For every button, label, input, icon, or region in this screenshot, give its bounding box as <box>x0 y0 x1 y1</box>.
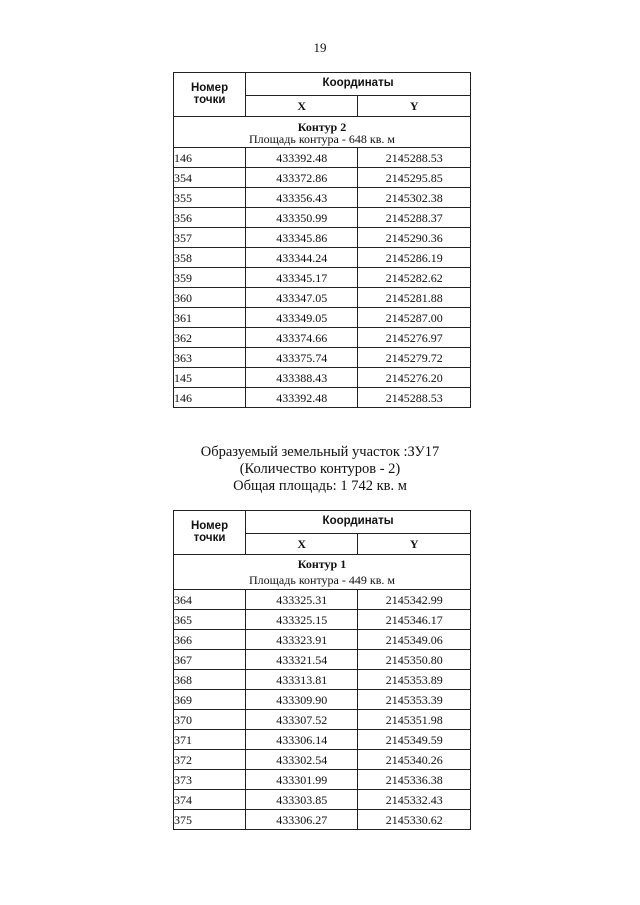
point-number-cell: 362 <box>174 328 246 348</box>
point-number-cell: 367 <box>174 650 246 670</box>
contour-count: (Количество контуров - 2) <box>239 461 401 477</box>
table-row <box>174 368 471 388</box>
y-coordinate-cell: 2145353.39 <box>358 690 471 710</box>
table-row <box>174 348 471 368</box>
x-coordinate-cell: 433345.17 <box>246 268 358 288</box>
point-number-cell: 358 <box>174 248 246 268</box>
table-row <box>174 790 471 810</box>
table-row <box>174 288 471 308</box>
y-coordinate-cell: 2145336.38 <box>358 770 471 790</box>
x-coordinate-cell: 433375.74 <box>246 348 358 368</box>
x-coordinate-cell: 433321.54 <box>246 650 358 670</box>
point-number-cell: 356 <box>174 208 246 228</box>
table-row <box>174 710 471 730</box>
table-row <box>174 650 471 670</box>
table-row <box>174 610 471 630</box>
y-coordinate-cell: 2145288.53 <box>358 148 471 168</box>
point-number-cell: 370 <box>174 710 246 730</box>
y-coordinate-cell: 2145350.80 <box>358 650 471 670</box>
table-row <box>174 730 471 750</box>
table-row <box>174 690 471 710</box>
header-coordinates: Координаты <box>246 73 471 96</box>
table-row <box>174 228 471 248</box>
x-coordinate-cell: 433347.05 <box>246 288 358 308</box>
header-x: X <box>246 534 358 555</box>
contour-header <box>174 117 471 148</box>
point-number-cell: 375 <box>174 810 246 830</box>
x-coordinate-cell: 433325.31 <box>246 590 358 610</box>
y-coordinate-cell: 2145342.99 <box>358 590 471 610</box>
x-coordinate-cell: 433307.52 <box>246 710 358 730</box>
table-row <box>174 148 471 168</box>
y-coordinate-cell: 2145279.72 <box>358 348 471 368</box>
table-row <box>174 328 471 348</box>
x-coordinate-cell: 433350.99 <box>246 208 358 228</box>
x-coordinate-cell: 433392.48 <box>246 148 358 168</box>
y-coordinate-cell: 2145302.38 <box>358 188 471 208</box>
point-number-cell: 146 <box>174 388 246 408</box>
y-coordinate-cell: 2145287.00 <box>358 308 471 328</box>
x-coordinate-cell: 433344.24 <box>246 248 358 268</box>
x-coordinate-cell: 433374.66 <box>246 328 358 348</box>
contour-header <box>174 555 471 590</box>
y-coordinate-cell: 2145288.53 <box>358 388 471 408</box>
y-coordinate-cell: 2145286.19 <box>358 248 471 268</box>
header-point-number: Номер точки <box>174 511 246 555</box>
y-coordinate-cell: 2145346.17 <box>358 610 471 630</box>
x-coordinate-cell: 433302.54 <box>246 750 358 770</box>
x-coordinate-cell: 433325.15 <box>246 610 358 630</box>
x-coordinate-cell: 433345.86 <box>246 228 358 248</box>
contour-area: Площадь контура - 648 кв. м <box>249 131 395 146</box>
y-coordinate-cell: 2145290.36 <box>358 228 471 248</box>
x-coordinate-cell: 433392.48 <box>246 388 358 408</box>
y-coordinate-cell: 2145330.62 <box>358 810 471 830</box>
header-point-number: Номер точки <box>174 73 246 117</box>
x-coordinate-cell: 433349.05 <box>246 308 358 328</box>
point-number-cell: 374 <box>174 790 246 810</box>
point-number-cell: 355 <box>174 188 246 208</box>
x-coordinate-cell: 433303.85 <box>246 790 358 810</box>
y-coordinate-cell: 2145349.06 <box>358 630 471 650</box>
x-coordinate-cell: 433306.14 <box>246 730 358 750</box>
table-row <box>174 770 471 790</box>
y-coordinate-cell: 2145351.98 <box>358 710 471 730</box>
y-coordinate-cell: 2145353.89 <box>358 670 471 690</box>
point-number-cell: 359 <box>174 268 246 288</box>
table-row <box>174 810 471 830</box>
point-number-cell: 360 <box>174 288 246 308</box>
point-number-cell: 365 <box>174 610 246 630</box>
header-y: Y <box>358 534 471 555</box>
page-number: 19 <box>313 40 327 55</box>
table-row <box>174 208 471 228</box>
point-number-cell: 357 <box>174 228 246 248</box>
table-row <box>174 308 471 328</box>
table-row <box>174 750 471 770</box>
point-number-cell: 371 <box>174 730 246 750</box>
coordinates-table-contour-1 <box>173 510 471 830</box>
point-number-cell: 368 <box>174 670 246 690</box>
point-number-cell: 373 <box>174 770 246 790</box>
x-coordinate-cell: 433356.43 <box>246 188 358 208</box>
section-heading <box>0 444 640 495</box>
table-row <box>174 670 471 690</box>
coordinates-table-contour-2 <box>173 72 471 408</box>
contour-title: Контур 1 <box>297 557 347 571</box>
y-coordinate-cell: 2145276.20 <box>358 368 471 388</box>
point-number-cell: 361 <box>174 308 246 328</box>
table-row <box>174 168 471 188</box>
y-coordinate-cell: 2145276.97 <box>358 328 471 348</box>
x-coordinate-cell: 433306.27 <box>246 810 358 830</box>
table-row <box>174 590 471 610</box>
table-row <box>174 188 471 208</box>
point-number-cell: 363 <box>174 348 246 368</box>
x-coordinate-cell: 433313.81 <box>246 670 358 690</box>
total-area: Общая площадь: 1 742 кв. м <box>233 478 407 494</box>
contour-title: Контур 2 <box>297 119 347 134</box>
point-number-cell: 145 <box>174 368 246 388</box>
point-number-cell: 146 <box>174 148 246 168</box>
table-row <box>174 388 471 408</box>
y-coordinate-cell: 2145295.85 <box>358 168 471 188</box>
y-coordinate-cell: 2145349.59 <box>358 730 471 750</box>
header-x: X <box>246 96 358 117</box>
x-coordinate-cell: 433388.43 <box>246 368 358 388</box>
land-plot-title: Образуемый земельный участок :ЗУ17 <box>200 444 440 460</box>
point-number-cell: 369 <box>174 690 246 710</box>
y-coordinate-cell: 2145281.88 <box>358 288 471 308</box>
point-number-cell: 366 <box>174 630 246 650</box>
y-coordinate-cell: 2145288.37 <box>358 208 471 228</box>
table-row <box>174 248 471 268</box>
table-row <box>174 268 471 288</box>
header-y: Y <box>358 96 471 117</box>
y-coordinate-cell: 2145340.26 <box>358 750 471 770</box>
point-number-cell: 364 <box>174 590 246 610</box>
point-number-cell: 372 <box>174 750 246 770</box>
header-coordinates: Координаты <box>246 511 471 534</box>
x-coordinate-cell: 433372.86 <box>246 168 358 188</box>
y-coordinate-cell: 2145332.43 <box>358 790 471 810</box>
table-row <box>174 630 471 650</box>
x-coordinate-cell: 433301.99 <box>246 770 358 790</box>
contour-area: Площадь контура - 449 кв. м <box>249 573 395 587</box>
x-coordinate-cell: 433323.91 <box>246 630 358 650</box>
y-coordinate-cell: 2145282.62 <box>358 268 471 288</box>
point-number-cell: 354 <box>174 168 246 188</box>
x-coordinate-cell: 433309.90 <box>246 690 358 710</box>
